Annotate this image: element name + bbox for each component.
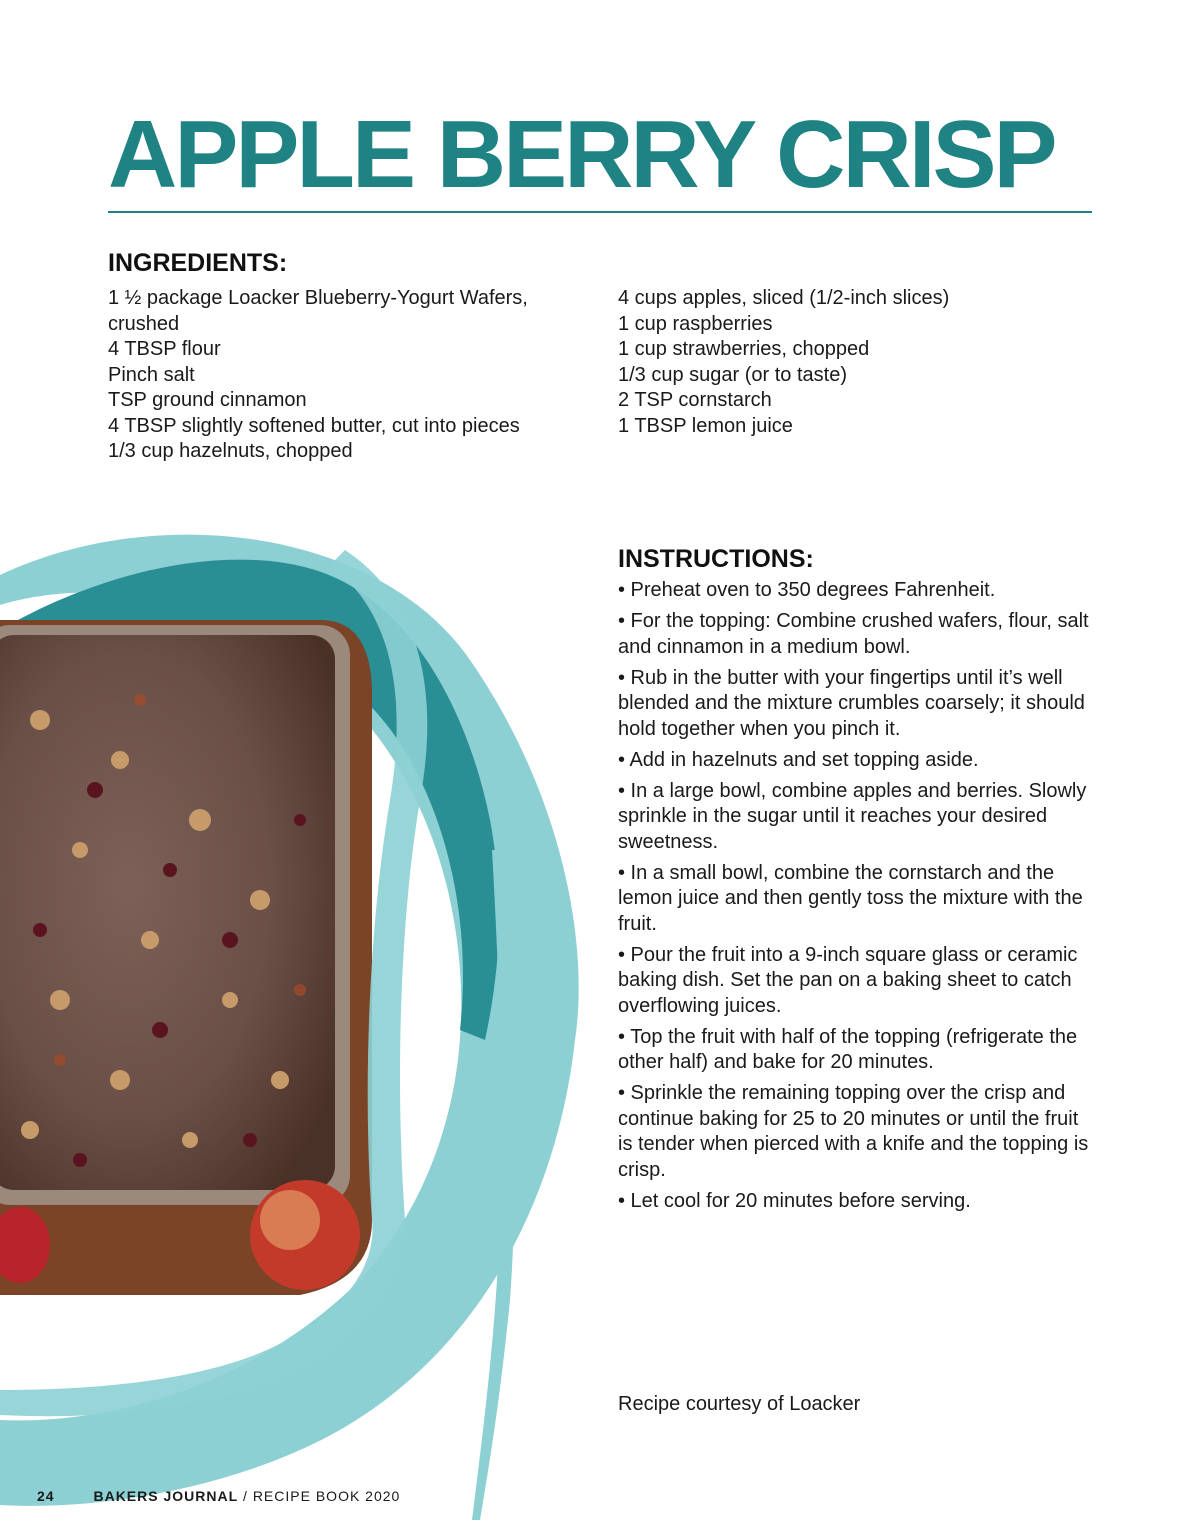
title-divider	[108, 211, 1092, 213]
ingredient-item: crushed	[108, 312, 180, 335]
page-footer	[37, 1487, 400, 1505]
instruction-step: • Top the fruit with half of the topping (refrigerate the other half) and bake for 20 minutes.	[618, 1025, 1078, 1073]
footer-journal-name: BAKERS JOURNAL	[93, 1488, 239, 1504]
ingredient-item: TSP ground cinnamon	[108, 389, 307, 411]
instruction-step: • Add in hazelnuts and set topping aside.	[618, 748, 979, 771]
page-number: 24	[37, 1488, 55, 1504]
ingredient-item: 1 cup raspberries	[618, 312, 773, 335]
ingredients-list-left	[108, 286, 588, 465]
instruction-step: • For the topping: Combine crushed wafers, flour, salt and cinnamon in a medium bowl.	[618, 610, 1089, 658]
ingredient-item: 4 cups apples, sliced (1/2-inch slices)	[618, 287, 950, 309]
instruction-step: • Sprinkle the remaining topping over the crisp and continue baking for 25 to 20 minutes or until the fruit is tender when pierced with a knife and the topping is crisp.	[618, 1082, 1089, 1181]
instructions-list	[618, 578, 1098, 1220]
ingredients-list-right	[618, 286, 1098, 439]
instruction-step: • Let cool for 20 minutes before serving.	[618, 1189, 971, 1212]
ingredient-item: 1/3 cup hazelnuts, chopped	[108, 440, 353, 462]
instruction-step: • In a large bowl, combine apples and berries. Slowly sprinkle in the sugar until it reaches your desired sweetness.	[618, 779, 1087, 853]
ingredient-item: 1 ½ package Loacker Blueberry-Yogurt Wafers,	[108, 287, 528, 309]
footer-section: / RECIPE BOOK 2020	[243, 1488, 401, 1504]
instruction-step: • Rub in the butter with your fingertips until it’s well blended and the mixture crumbles coarsely; it should hold together when you pinch it.	[618, 666, 1085, 740]
instructions-heading: INSTRUCTIONS:	[618, 545, 814, 573]
recipe-courtesy: Recipe courtesy of Loacker	[618, 1393, 861, 1415]
instruction-step: • Pour the fruit into a 9-inch square glass or ceramic baking dish. Set the pan on a baking sheet to catch overflowing juices.	[618, 943, 1078, 1017]
ingredient-item: 4 TBSP slightly softened butter, cut into pieces	[108, 414, 520, 437]
page-title: APPLE BERRY CRISP	[108, 101, 1055, 208]
ingredient-item: 1 TBSP lemon juice	[618, 414, 793, 437]
ingredient-item: 2 TSP cornstarch	[618, 389, 772, 411]
instruction-step: • Preheat oven to 350 degrees Fahrenheit.	[618, 579, 996, 601]
apple-berry-crisp-photo-icon	[0, 520, 600, 1520]
ingredient-item: Pinch salt	[108, 363, 195, 386]
ingredient-item: 1/3 cup sugar (or to taste)	[618, 363, 848, 386]
ingredient-item: 1 cup strawberries, chopped	[618, 338, 870, 360]
ingredients-heading: INGREDIENTS:	[108, 249, 288, 277]
instruction-step: • In a small bowl, combine the cornstarch and the lemon juice and then gently toss the mixture with the fruit.	[618, 861, 1083, 935]
ingredient-item: 4 TBSP flour	[108, 338, 221, 360]
